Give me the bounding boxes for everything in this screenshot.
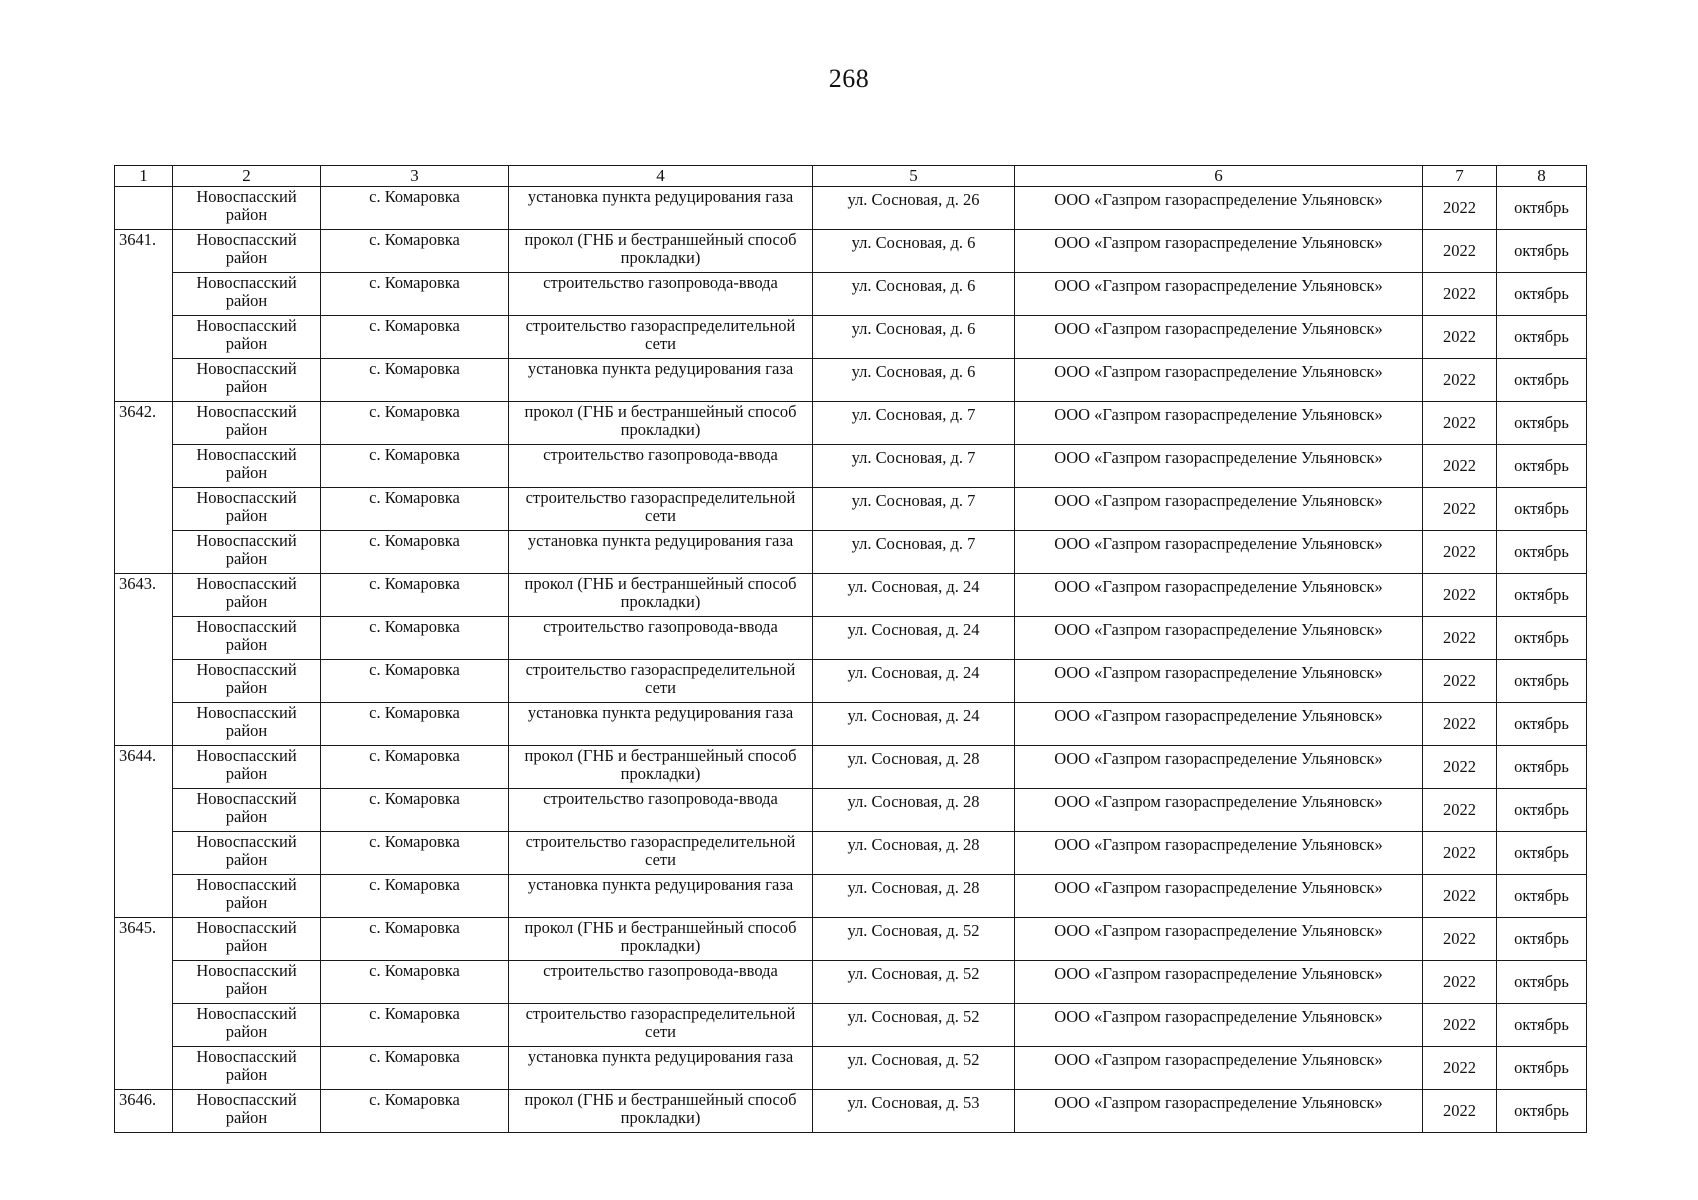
district-cell: Новоспасский район xyxy=(173,832,321,875)
address-cell: ул. Сосновая, д. 24 xyxy=(813,574,1015,617)
table-row xyxy=(115,918,1587,961)
address-cell: ул. Сосновая, д. 7 xyxy=(813,488,1015,531)
address-cell: ул. Сосновая, д. 7 xyxy=(813,402,1015,445)
work-type-cell: строительство газораспределительной сети xyxy=(509,1004,813,1047)
settlement-cell: с. Комаровка xyxy=(321,875,509,918)
year-cell: 2022 xyxy=(1423,187,1497,230)
table-row xyxy=(115,445,1587,488)
settlement-cell: с. Комаровка xyxy=(321,617,509,660)
month-cell: октябрь xyxy=(1497,316,1587,359)
district-cell: Новоспасский район xyxy=(173,488,321,531)
settlement-cell: с. Комаровка xyxy=(321,531,509,574)
work-type-cell: строительство газопровода-ввода xyxy=(509,617,813,660)
settlement-cell: с. Комаровка xyxy=(321,1004,509,1047)
month-cell: октябрь xyxy=(1497,488,1587,531)
table-row xyxy=(115,617,1587,660)
organization-cell: ООО «Газпром газораспределение Ульяновск» xyxy=(1015,746,1423,789)
table-row xyxy=(115,230,1587,273)
organization-cell: ООО «Газпром газораспределение Ульяновск» xyxy=(1015,1090,1423,1133)
address-cell: ул. Сосновая, д. 28 xyxy=(813,789,1015,832)
district-cell: Новоспасский район xyxy=(173,359,321,402)
work-type-cell: строительство газораспределительной сети xyxy=(509,488,813,531)
work-type-cell: строительство газораспределительной сети xyxy=(509,316,813,359)
organization-cell: ООО «Газпром газораспределение Ульяновск» xyxy=(1015,875,1423,918)
year-cell: 2022 xyxy=(1423,789,1497,832)
year-cell: 2022 xyxy=(1423,230,1497,273)
month-cell: октябрь xyxy=(1497,1004,1587,1047)
column-header: 6 xyxy=(1015,166,1423,187)
year-cell: 2022 xyxy=(1423,703,1497,746)
year-cell: 2022 xyxy=(1423,617,1497,660)
month-cell: октябрь xyxy=(1497,359,1587,402)
year-cell: 2022 xyxy=(1423,402,1497,445)
column-header: 1 xyxy=(115,166,173,187)
month-cell: октябрь xyxy=(1497,402,1587,445)
work-type-cell: прокол (ГНБ и бестраншейный способ прокладки) xyxy=(509,402,813,445)
work-type-cell: установка пункта редуцирования газа xyxy=(509,359,813,402)
year-cell: 2022 xyxy=(1423,746,1497,789)
district-cell: Новоспасский район xyxy=(173,703,321,746)
settlement-cell: с. Комаровка xyxy=(321,574,509,617)
settlement-cell: с. Комаровка xyxy=(321,316,509,359)
gas-works-table xyxy=(114,165,1587,1133)
district-cell: Новоспасский район xyxy=(173,187,321,230)
settlement-cell: с. Комаровка xyxy=(321,359,509,402)
district-cell: Новоспасский район xyxy=(173,1090,321,1133)
year-cell: 2022 xyxy=(1423,918,1497,961)
address-cell: ул. Сосновая, д. 24 xyxy=(813,660,1015,703)
address-cell: ул. Сосновая, д. 53 xyxy=(813,1090,1015,1133)
year-cell: 2022 xyxy=(1423,961,1497,1004)
district-cell: Новоспасский район xyxy=(173,445,321,488)
settlement-cell: с. Комаровка xyxy=(321,789,509,832)
settlement-cell: с. Комаровка xyxy=(321,746,509,789)
table-row xyxy=(115,531,1587,574)
table-body xyxy=(115,187,1587,1133)
table-row xyxy=(115,316,1587,359)
column-header: 7 xyxy=(1423,166,1497,187)
work-type-cell: установка пункта редуцирования газа xyxy=(509,703,813,746)
district-cell: Новоспасский район xyxy=(173,1047,321,1090)
year-cell: 2022 xyxy=(1423,531,1497,574)
work-type-cell: установка пункта редуцирования газа xyxy=(509,531,813,574)
settlement-cell: с. Комаровка xyxy=(321,230,509,273)
month-cell: октябрь xyxy=(1497,746,1587,789)
month-cell: октябрь xyxy=(1497,832,1587,875)
item-number-cell: 3645. xyxy=(115,918,173,1090)
organization-cell: ООО «Газпром газораспределение Ульяновск» xyxy=(1015,918,1423,961)
month-cell: октябрь xyxy=(1497,230,1587,273)
work-type-cell: строительство газопровода-ввода xyxy=(509,961,813,1004)
organization-cell: ООО «Газпром газораспределение Ульяновск» xyxy=(1015,531,1423,574)
year-cell: 2022 xyxy=(1423,445,1497,488)
address-cell: ул. Сосновая, д. 6 xyxy=(813,273,1015,316)
organization-cell: ООО «Газпром газораспределение Ульяновск» xyxy=(1015,273,1423,316)
table-row xyxy=(115,875,1587,918)
district-cell: Новоспасский район xyxy=(173,574,321,617)
table-row xyxy=(115,1047,1587,1090)
district-cell: Новоспасский район xyxy=(173,402,321,445)
column-header: 5 xyxy=(813,166,1015,187)
item-number-cell: 3644. xyxy=(115,746,173,918)
address-cell: ул. Сосновая, д. 28 xyxy=(813,832,1015,875)
month-cell: октябрь xyxy=(1497,961,1587,1004)
settlement-cell: с. Комаровка xyxy=(321,961,509,1004)
item-number-cell: 3642. xyxy=(115,402,173,574)
district-cell: Новоспасский район xyxy=(173,789,321,832)
organization-cell: ООО «Газпром газораспределение Ульяновск» xyxy=(1015,832,1423,875)
address-cell: ул. Сосновая, д. 52 xyxy=(813,1004,1015,1047)
address-cell: ул. Сосновая, д. 52 xyxy=(813,1047,1015,1090)
table-row xyxy=(115,359,1587,402)
month-cell: октябрь xyxy=(1497,1090,1587,1133)
settlement-cell: с. Комаровка xyxy=(321,660,509,703)
table-header-row xyxy=(115,166,1587,187)
year-cell: 2022 xyxy=(1423,660,1497,703)
year-cell: 2022 xyxy=(1423,1047,1497,1090)
organization-cell: ООО «Газпром газораспределение Ульяновск» xyxy=(1015,230,1423,273)
column-header: 2 xyxy=(173,166,321,187)
address-cell: ул. Сосновая, д. 28 xyxy=(813,746,1015,789)
work-type-cell: установка пункта редуцирования газа xyxy=(509,875,813,918)
item-number-cell xyxy=(115,187,173,230)
table-row xyxy=(115,187,1587,230)
work-type-cell: строительство газопровода-ввода xyxy=(509,273,813,316)
month-cell: октябрь xyxy=(1497,617,1587,660)
settlement-cell: с. Комаровка xyxy=(321,445,509,488)
district-cell: Новоспасский район xyxy=(173,230,321,273)
table-row xyxy=(115,574,1587,617)
address-cell: ул. Сосновая, д. 7 xyxy=(813,445,1015,488)
organization-cell: ООО «Газпром газораспределение Ульяновск» xyxy=(1015,789,1423,832)
district-cell: Новоспасский район xyxy=(173,746,321,789)
district-cell: Новоспасский район xyxy=(173,918,321,961)
organization-cell: ООО «Газпром газораспределение Ульяновск» xyxy=(1015,359,1423,402)
settlement-cell: с. Комаровка xyxy=(321,187,509,230)
settlement-cell: с. Комаровка xyxy=(321,488,509,531)
district-cell: Новоспасский район xyxy=(173,875,321,918)
organization-cell: ООО «Газпром газораспределение Ульяновск» xyxy=(1015,703,1423,746)
item-number-cell: 3643. xyxy=(115,574,173,746)
address-cell: ул. Сосновая, д. 6 xyxy=(813,316,1015,359)
settlement-cell: с. Комаровка xyxy=(321,703,509,746)
address-cell: ул. Сосновая, д. 6 xyxy=(813,230,1015,273)
month-cell: октябрь xyxy=(1497,531,1587,574)
column-header: 3 xyxy=(321,166,509,187)
district-cell: Новоспасский район xyxy=(173,531,321,574)
year-cell: 2022 xyxy=(1423,359,1497,402)
settlement-cell: с. Комаровка xyxy=(321,1047,509,1090)
month-cell: октябрь xyxy=(1497,445,1587,488)
column-header: 8 xyxy=(1497,166,1587,187)
work-type-cell: прокол (ГНБ и бестраншейный способ прокладки) xyxy=(509,1090,813,1133)
month-cell: октябрь xyxy=(1497,789,1587,832)
district-cell: Новоспасский район xyxy=(173,660,321,703)
table-row xyxy=(115,789,1587,832)
work-type-cell: прокол (ГНБ и бестраншейный способ прокладки) xyxy=(509,230,813,273)
organization-cell: ООО «Газпром газораспределение Ульяновск» xyxy=(1015,316,1423,359)
organization-cell: ООО «Газпром газораспределение Ульяновск» xyxy=(1015,660,1423,703)
organization-cell: ООО «Газпром газораспределение Ульяновск» xyxy=(1015,617,1423,660)
table-row xyxy=(115,1004,1587,1047)
organization-cell: ООО «Газпром газораспределение Ульяновск» xyxy=(1015,445,1423,488)
month-cell: октябрь xyxy=(1497,273,1587,316)
district-cell: Новоспасский район xyxy=(173,961,321,1004)
month-cell: октябрь xyxy=(1497,918,1587,961)
work-type-cell: строительство газораспределительной сети xyxy=(509,832,813,875)
address-cell: ул. Сосновая, д. 6 xyxy=(813,359,1015,402)
month-cell: октябрь xyxy=(1497,703,1587,746)
month-cell: октябрь xyxy=(1497,660,1587,703)
item-number-cell: 3641. xyxy=(115,230,173,402)
address-cell: ул. Сосновая, д. 24 xyxy=(813,617,1015,660)
settlement-cell: с. Комаровка xyxy=(321,918,509,961)
settlement-cell: с. Комаровка xyxy=(321,273,509,316)
work-type-cell: строительство газораспределительной сети xyxy=(509,660,813,703)
organization-cell: ООО «Газпром газораспределение Ульяновск» xyxy=(1015,1047,1423,1090)
table-row xyxy=(115,488,1587,531)
organization-cell: ООО «Газпром газораспределение Ульяновск» xyxy=(1015,402,1423,445)
table-row xyxy=(115,832,1587,875)
work-type-cell: прокол (ГНБ и бестраншейный способ прокладки) xyxy=(509,574,813,617)
settlement-cell: с. Комаровка xyxy=(321,832,509,875)
year-cell: 2022 xyxy=(1423,273,1497,316)
district-cell: Новоспасский район xyxy=(173,1004,321,1047)
address-cell: ул. Сосновая, д. 26 xyxy=(813,187,1015,230)
table-row xyxy=(115,660,1587,703)
column-header: 4 xyxy=(509,166,813,187)
organization-cell: ООО «Газпром газораспределение Ульяновск» xyxy=(1015,1004,1423,1047)
organization-cell: ООО «Газпром газораспределение Ульяновск» xyxy=(1015,187,1423,230)
table-row xyxy=(115,402,1587,445)
table-row xyxy=(115,961,1587,1004)
address-cell: ул. Сосновая, д. 52 xyxy=(813,918,1015,961)
work-type-cell: строительство газопровода-ввода xyxy=(509,445,813,488)
address-cell: ул. Сосновая, д. 52 xyxy=(813,961,1015,1004)
table-row xyxy=(115,746,1587,789)
district-cell: Новоспасский район xyxy=(173,273,321,316)
organization-cell: ООО «Газпром газораспределение Ульяновск» xyxy=(1015,961,1423,1004)
work-type-cell: прокол (ГНБ и бестраншейный способ прокладки) xyxy=(509,918,813,961)
address-cell: ул. Сосновая, д. 7 xyxy=(813,531,1015,574)
month-cell: октябрь xyxy=(1497,1047,1587,1090)
organization-cell: ООО «Газпром газораспределение Ульяновск» xyxy=(1015,574,1423,617)
table-row xyxy=(115,273,1587,316)
item-number-cell: 3646. xyxy=(115,1090,173,1133)
work-type-cell: установка пункта редуцирования газа xyxy=(509,1047,813,1090)
page-number: 268 xyxy=(828,64,870,93)
year-cell: 2022 xyxy=(1423,574,1497,617)
month-cell: октябрь xyxy=(1497,187,1587,230)
year-cell: 2022 xyxy=(1423,1090,1497,1133)
year-cell: 2022 xyxy=(1423,875,1497,918)
district-cell: Новоспасский район xyxy=(173,316,321,359)
table-row xyxy=(115,703,1587,746)
work-type-cell: прокол (ГНБ и бестраншейный способ прокладки) xyxy=(509,746,813,789)
work-type-cell: установка пункта редуцирования газа xyxy=(509,187,813,230)
address-cell: ул. Сосновая, д. 24 xyxy=(813,703,1015,746)
year-cell: 2022 xyxy=(1423,1004,1497,1047)
address-cell: ул. Сосновая, д. 28 xyxy=(813,875,1015,918)
district-cell: Новоспасский район xyxy=(173,617,321,660)
settlement-cell: с. Комаровка xyxy=(321,1090,509,1133)
year-cell: 2022 xyxy=(1423,316,1497,359)
table-row xyxy=(115,1090,1587,1133)
year-cell: 2022 xyxy=(1423,488,1497,531)
organization-cell: ООО «Газпром газораспределение Ульяновск» xyxy=(1015,488,1423,531)
settlement-cell: с. Комаровка xyxy=(321,402,509,445)
month-cell: октябрь xyxy=(1497,875,1587,918)
year-cell: 2022 xyxy=(1423,832,1497,875)
work-type-cell: строительство газопровода-ввода xyxy=(509,789,813,832)
month-cell: октябрь xyxy=(1497,574,1587,617)
